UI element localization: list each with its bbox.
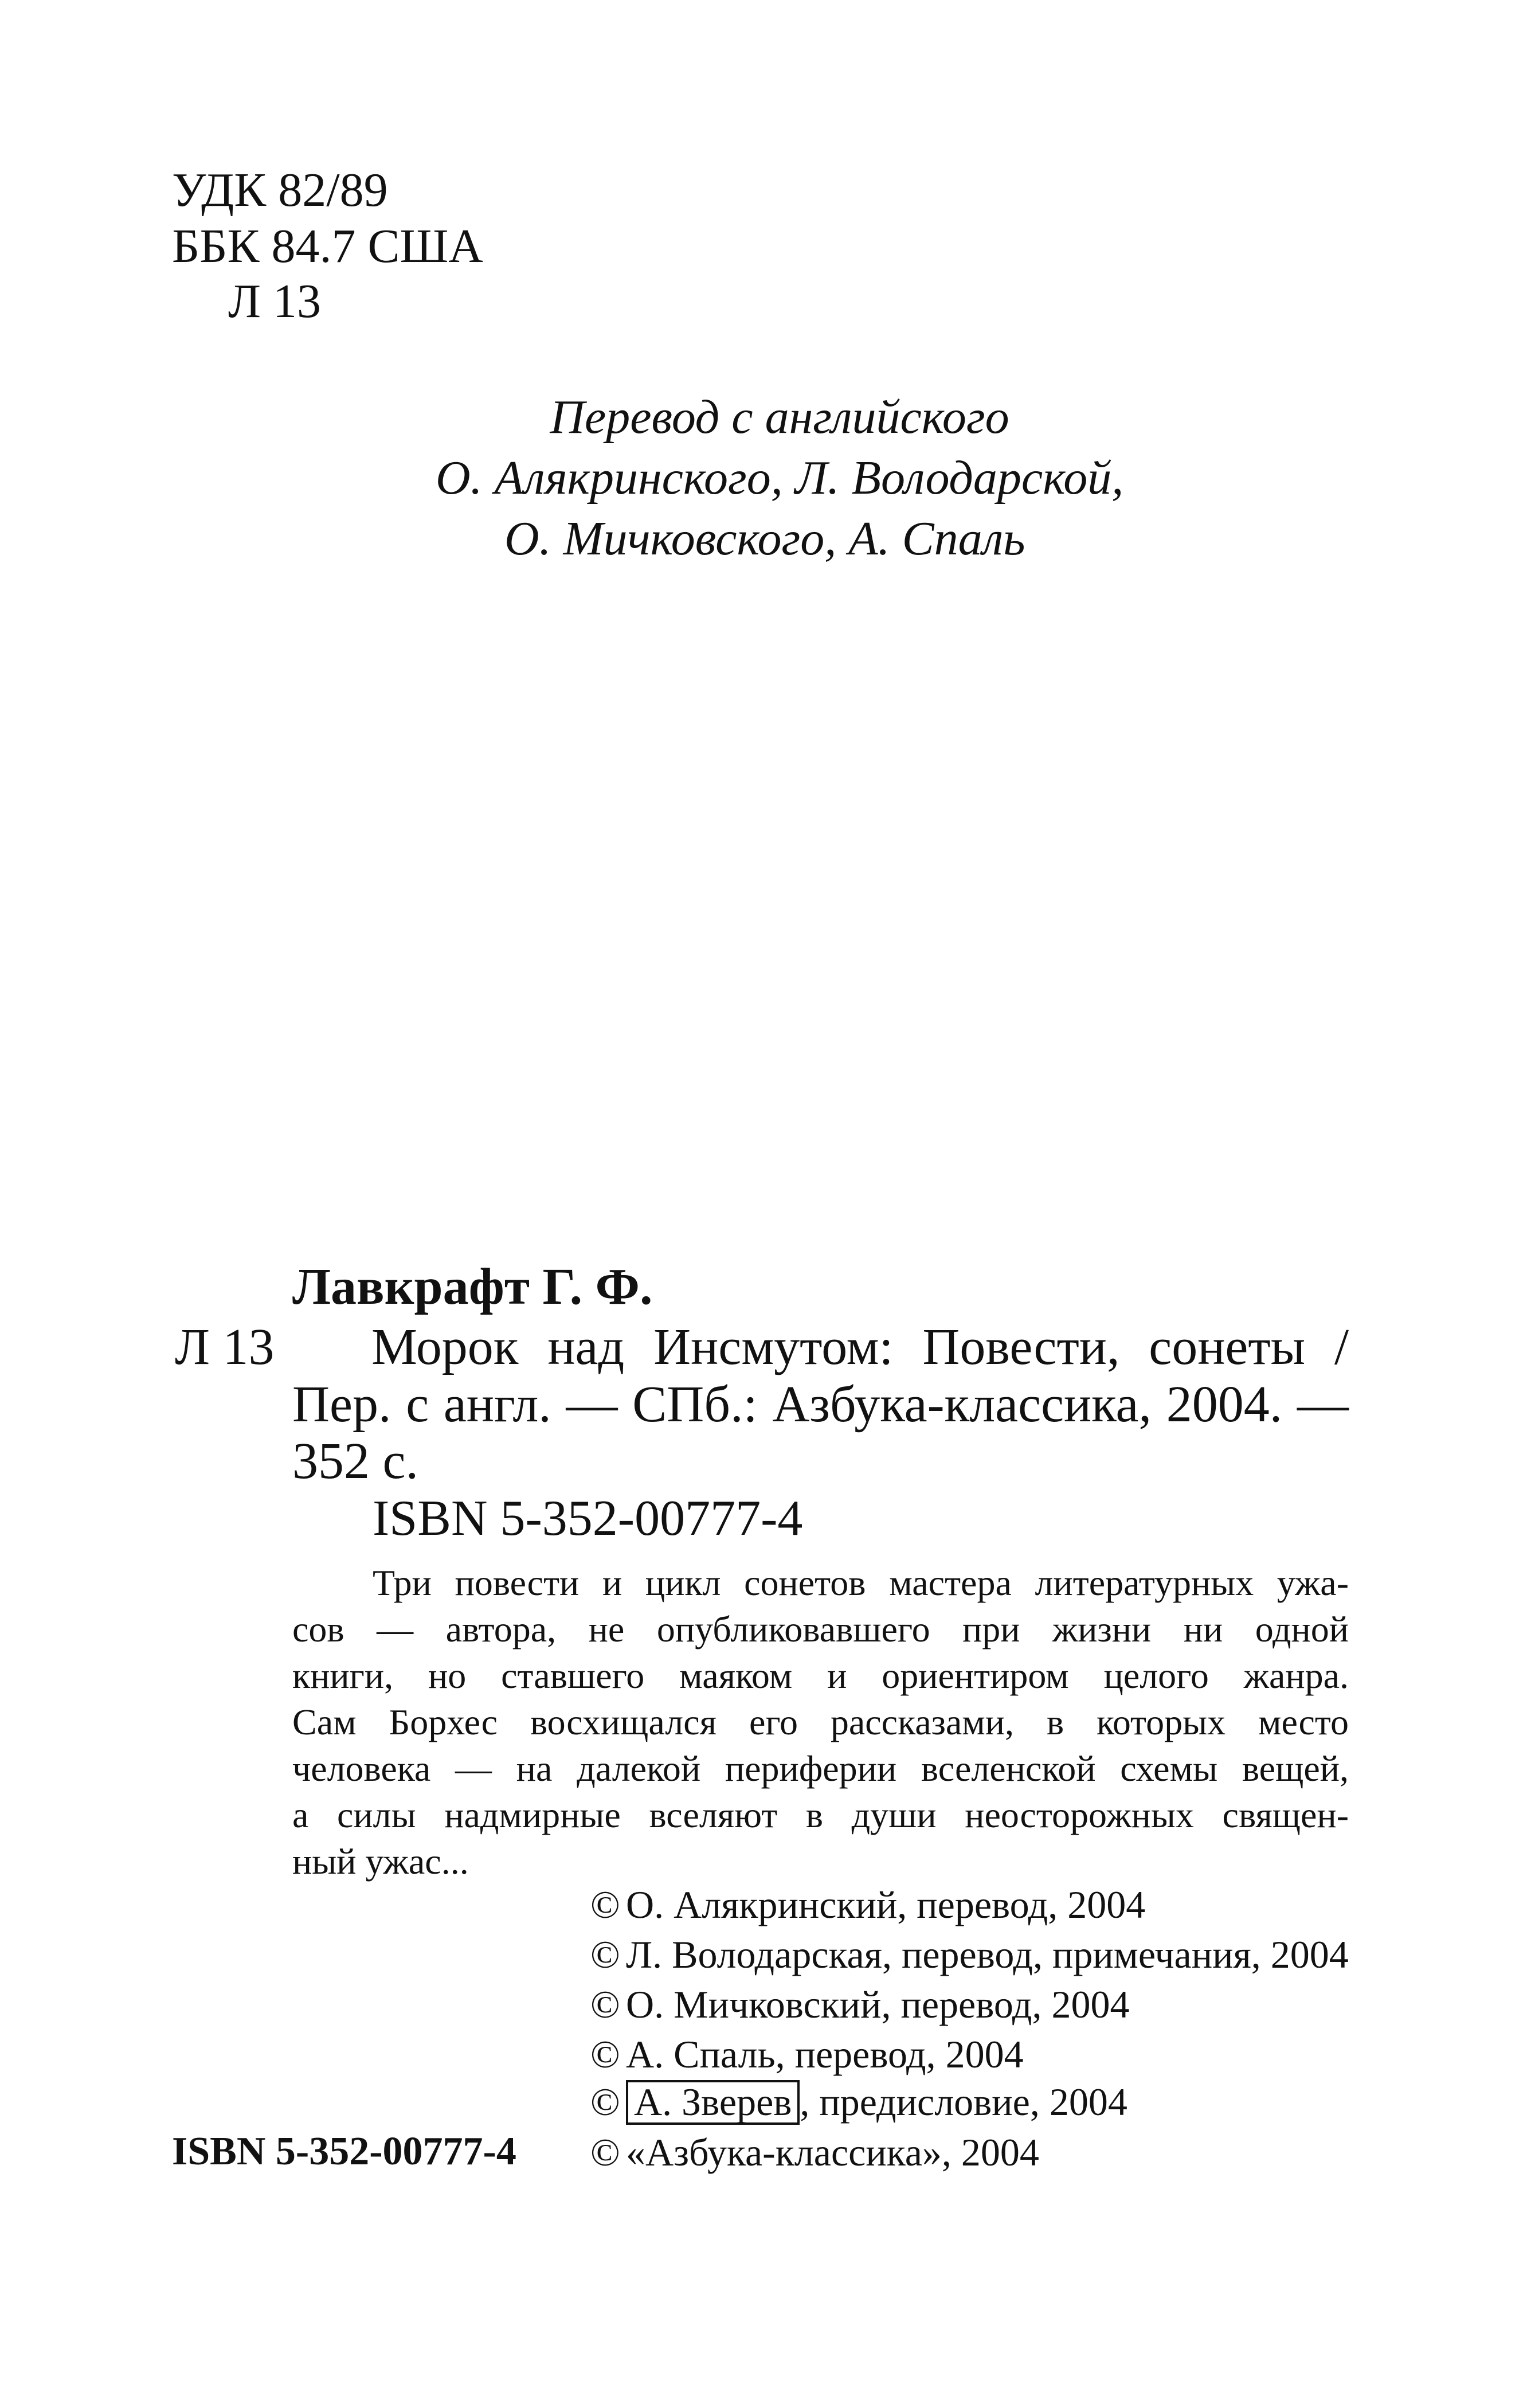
copyright-text: О. Алякринский, перевод, 2004 bbox=[626, 1883, 1146, 1926]
copyright-symbol: © bbox=[590, 1983, 620, 2026]
annotation-line: Три повести и цикл сонетов мастера литературных ужа- bbox=[373, 1562, 1349, 1603]
annotation-line: книги, но ставшего маяком и ориентиром целого жанра. bbox=[292, 1655, 1349, 1696]
isbn-bottom: ISBN 5-352-00777-4 bbox=[172, 2129, 516, 2174]
annotation-line: человека — на далекой периферии вселенской схемы вещей, bbox=[292, 1748, 1349, 1789]
udk-code: УДК 82/89 bbox=[172, 163, 388, 217]
translators-line-2: О. Алякринского, Л. Володарской, bbox=[436, 451, 1124, 505]
card-author: Лавкрафт Г. Ф. bbox=[292, 1258, 653, 1315]
copyright-line bbox=[590, 2133, 1039, 2172]
copyright-symbol: © bbox=[590, 1883, 620, 1926]
annotation bbox=[292, 1559, 1349, 1885]
copyright-line bbox=[590, 1985, 1130, 2024]
copyright-text: «Азбука-классика», 2004 bbox=[626, 2131, 1039, 2174]
copyright-line bbox=[590, 2032, 1024, 2076]
copyright-symbol: © bbox=[590, 1933, 620, 1976]
translators-line-3: О. Мичковского, А. Спаль bbox=[504, 512, 1025, 565]
card-publication-line bbox=[292, 1376, 1349, 1433]
copyright-symbol: © bbox=[590, 2131, 620, 2174]
annotation-line: сов — автора, не опубликовавшего при жизни ни одной bbox=[292, 1609, 1349, 1649]
translators-line-1: Перевод с английского bbox=[550, 390, 1009, 444]
card-publication-text: Пер. с англ. — СПб.: Азбука-классика, 2004. — bbox=[292, 1376, 1349, 1433]
card-title-line bbox=[371, 1319, 1349, 1375]
copyright-text: Л. Володарская, перевод, примечания, 2004 bbox=[626, 1933, 1349, 1976]
card-pages: 352 с. bbox=[292, 1433, 418, 1490]
card-code: Л 13 bbox=[175, 1319, 275, 1375]
copyright-text: , предисловие, 2004 bbox=[800, 2080, 1127, 2124]
copyright-symbol: © bbox=[590, 2080, 620, 2124]
copyright-line bbox=[590, 2080, 1127, 2125]
annotation-line: ный ужас... bbox=[292, 1841, 469, 1882]
card-isbn: ISBN 5-352-00777-4 bbox=[373, 1491, 803, 1546]
annotation-line: а силы надмирные вселяют в души неосторожных священ- bbox=[292, 1795, 1349, 1835]
deceased-author-box: А. Зверев bbox=[626, 2080, 800, 2125]
copyright-text: О. Мичковский, перевод, 2004 bbox=[626, 1983, 1130, 2026]
annotation-line: Сам Борхес восхищался его рассказами, в которых место bbox=[292, 1702, 1349, 1742]
copyright-text: А. Спаль, перевод, 2004 bbox=[626, 2032, 1024, 2076]
copyright-line bbox=[590, 1885, 1145, 1924]
copyright-line bbox=[590, 1935, 1349, 1974]
copyright-symbol: © bbox=[590, 2032, 620, 2076]
card-title-text: Морок над Инсмутом: Повести, сонеты / bbox=[371, 1319, 1349, 1375]
bbk-code: ББК 84.7 США bbox=[172, 220, 483, 273]
author-mark: Л 13 bbox=[228, 275, 321, 328]
